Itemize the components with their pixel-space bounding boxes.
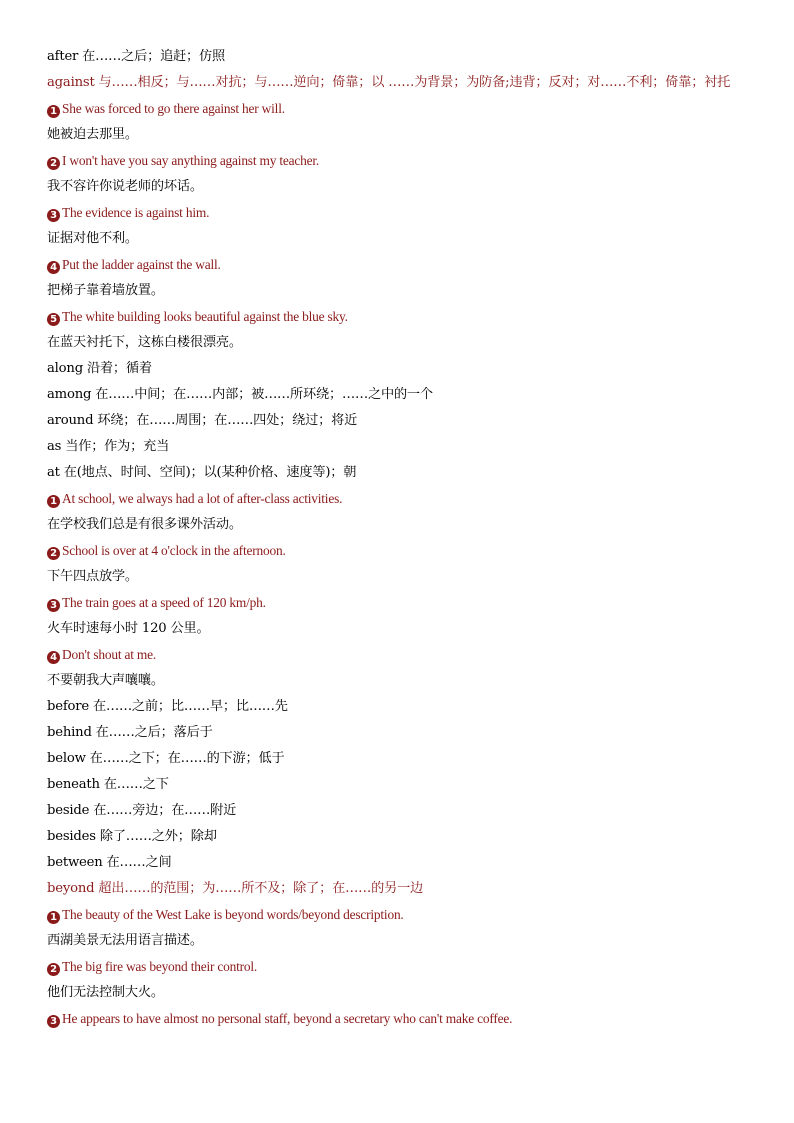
example-number: 3: [47, 209, 60, 222]
example-sentence: [47, 590, 759, 616]
example-text: He appears to have almost no personal staff, beyond a secretary who can't make coffee.: [62, 1011, 513, 1026]
example-text: At school, we always had a lot of after-class activities.: [62, 491, 343, 506]
definition-text: against 与……相反；与……对抗；与……逆向；倚靠；以 ……为背景；为防备;违背；反对；对……不利；倚靠；衬托: [47, 75, 731, 90]
definition-text: beside 在……旁边；在……附近: [47, 803, 237, 818]
translation-text: 把梯子靠着墙放置。: [47, 283, 164, 298]
translation-line: [47, 226, 759, 252]
definition-text: beyond 超出……的范围；为……所不及；除了；在……的另一边: [47, 881, 424, 896]
example-text: She was forced to go there against her will.: [62, 101, 285, 116]
example-text: School is over at 4 o'clock in the afternoon.: [62, 543, 286, 558]
example-number: 2: [47, 963, 60, 976]
example-number: 3: [47, 1015, 60, 1028]
definition-text: beneath 在……之下: [47, 777, 169, 792]
definition-line: [47, 798, 759, 824]
example-text: The beauty of the West Lake is beyond words/beyond description.: [62, 907, 404, 922]
definition-text: after 在……之后；追赶；仿照: [47, 49, 226, 64]
translation-line: [47, 928, 759, 954]
example-text: The evidence is against him.: [62, 205, 210, 220]
definition-line: [47, 44, 759, 70]
definition-line: [47, 70, 759, 96]
translation-text: 下午四点放学。: [47, 569, 138, 584]
translation-text: 在学校我们总是有很多课外活动。: [47, 517, 242, 532]
example-number: 1: [47, 105, 60, 118]
translation-line: [47, 122, 759, 148]
translation-line: [47, 278, 759, 304]
definition-line: [47, 824, 759, 850]
definition-text: around 环绕；在……周围；在……四处；绕过；将近: [47, 413, 358, 428]
example-text: Don't shout at me.: [62, 647, 157, 662]
translation-line: [47, 668, 759, 694]
definition-line: [47, 876, 759, 902]
translation-text: 我不容许你说老师的坏话。: [47, 179, 203, 194]
translation-line: [47, 564, 759, 590]
definition-text: along 沿着；循着: [47, 361, 152, 376]
translation-line: [47, 512, 759, 538]
example-text: The white building looks beautiful against the blue sky.: [62, 309, 348, 324]
definition-line: [47, 434, 759, 460]
definition-line: [47, 460, 759, 486]
example-sentence: [47, 486, 759, 512]
example-sentence: [47, 252, 759, 278]
definition-line: [47, 356, 759, 382]
definition-line: [47, 772, 759, 798]
definition-text: at 在(地点、时间、空间)；以(某种价格、速度等)；朝: [47, 465, 357, 480]
example-number: 1: [47, 495, 60, 508]
example-number: 2: [47, 547, 60, 560]
example-sentence: [47, 304, 759, 330]
translation-text: 不要朝我大声嚷嚷。: [47, 673, 164, 688]
translation-line: [47, 174, 759, 200]
definition-text: below 在……之下；在……的下游；低于: [47, 751, 285, 766]
example-text: I won't have you say anything against my teacher.: [62, 153, 320, 168]
definition-text: between 在……之间: [47, 855, 172, 870]
example-sentence: [47, 902, 759, 928]
translation-text: 在蓝天衬托下，这栋白楼很漂亮。: [47, 335, 242, 350]
translation-line: [47, 980, 759, 1006]
definition-line: [47, 382, 759, 408]
example-sentence: [47, 96, 759, 122]
translation-line: [47, 616, 759, 642]
definition-line: [47, 850, 759, 876]
example-sentence: [47, 642, 759, 668]
translation-text: 他们无法控制大火。: [47, 985, 164, 1000]
example-sentence: [47, 538, 759, 564]
example-sentence: [47, 200, 759, 226]
example-sentence: [47, 148, 759, 174]
example-text: Put the ladder against the wall.: [62, 257, 221, 272]
example-number: 1: [47, 911, 60, 924]
definition-line: [47, 720, 759, 746]
translation-text: 西湖美景无法用语言描述。: [47, 933, 203, 948]
translation-text: 火车时速每小时 120 公里。: [47, 621, 210, 636]
example-number: 5: [47, 313, 60, 326]
translation-text: 证据对他不利。: [47, 231, 138, 246]
example-sentence: [47, 954, 759, 980]
example-number: 2: [47, 157, 60, 170]
definition-text: as 当作；作为；充当: [47, 439, 170, 454]
definition-text: before 在……之前；比……早；比……先: [47, 699, 288, 714]
document-page: [47, 44, 759, 1032]
definition-line: [47, 746, 759, 772]
example-number: 3: [47, 599, 60, 612]
definition-text: among 在……中间；在……内部；被……所环绕；……之中的一个: [47, 387, 433, 402]
example-sentence: [47, 1006, 759, 1032]
example-text: The big fire was beyond their control.: [62, 959, 258, 974]
example-number: 4: [47, 261, 60, 274]
translation-line: [47, 330, 759, 356]
example-number: 4: [47, 651, 60, 664]
definition-text: besides 除了……之外；除却: [47, 829, 217, 844]
definition-line: [47, 408, 759, 434]
translation-text: 她被迫去那里。: [47, 127, 138, 142]
example-text: The train goes at a speed of 120 km/ph.: [62, 595, 266, 610]
definition-line: [47, 694, 759, 720]
definition-text: behind 在……之后；落后于: [47, 725, 213, 740]
